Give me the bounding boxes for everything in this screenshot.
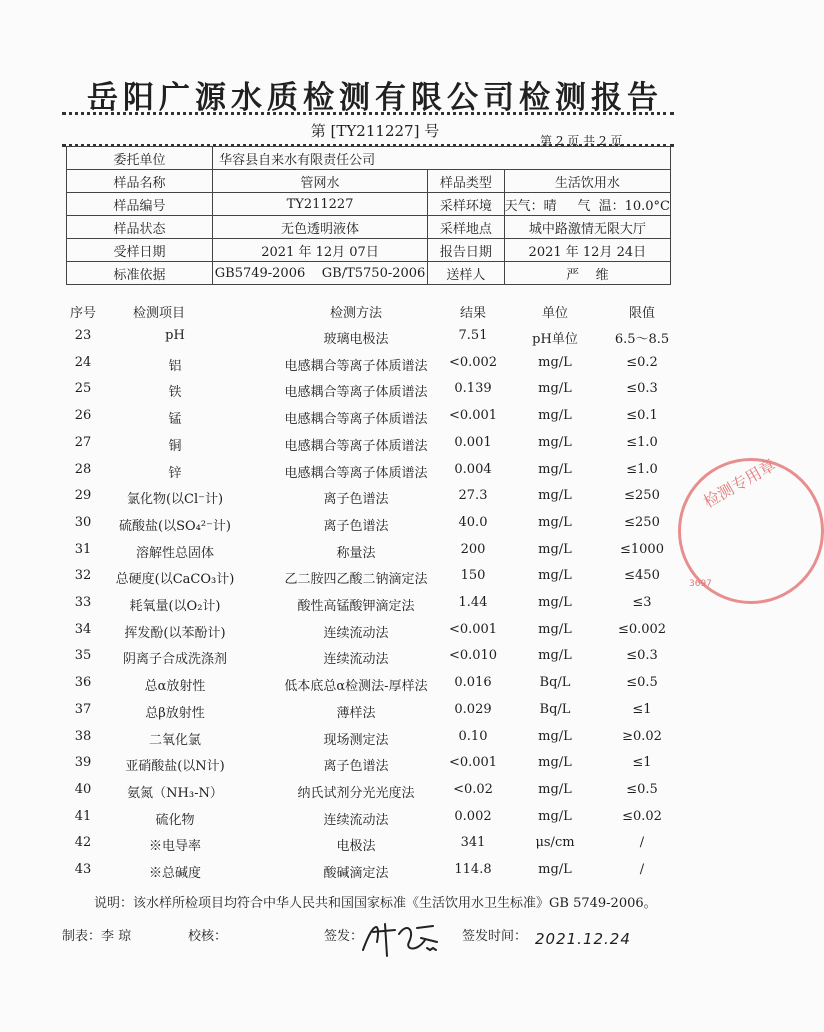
cell-item: 溶解性总固体 xyxy=(135,545,214,561)
cell-unit: mg/L xyxy=(538,514,572,530)
col-no: 序号 xyxy=(69,306,96,321)
cell-no: 31 xyxy=(74,541,92,557)
cell-result: <0.001 xyxy=(448,755,498,771)
cell-no: 30 xyxy=(74,514,92,530)
std-label: 标准依据 xyxy=(67,262,213,285)
cell-result: <0.001 xyxy=(448,408,498,424)
col-item: 检测项目 xyxy=(132,306,185,321)
cell-limit: ≤0.2 xyxy=(626,354,658,370)
cell-no: 33 xyxy=(74,595,92,610)
stamp-code: 3697 xyxy=(689,579,712,589)
issue-time-label: 签发时间： xyxy=(462,929,528,944)
cell-limit: ≤1.0 xyxy=(626,434,658,450)
cell-unit: mg/L xyxy=(538,488,572,504)
cell-limit: / xyxy=(639,862,645,877)
client-label: 委托单位 xyxy=(67,147,213,170)
cell-result: 27.3 xyxy=(458,488,488,504)
sample-no-label: 样品编号 xyxy=(67,193,213,216)
stamp-text: 检测专用章 xyxy=(700,455,779,512)
cell-no: 36 xyxy=(74,675,92,691)
table-row xyxy=(62,462,682,488)
cell-result: 150 xyxy=(460,568,486,584)
cell-unit: mg/L xyxy=(538,808,572,824)
cell-unit: mg/L xyxy=(538,568,572,584)
sender-value: 严 维 xyxy=(504,262,670,285)
cell-unit: mg/L xyxy=(538,541,572,557)
cell-item: ※总碱度 xyxy=(148,866,201,881)
cell-unit: mg/L xyxy=(538,434,572,450)
table-row xyxy=(62,809,682,835)
cell-result: 0.002 xyxy=(454,808,492,824)
cell-no: 39 xyxy=(74,755,92,771)
cell-unit: mg/L xyxy=(538,408,572,424)
table-row xyxy=(62,675,682,701)
table-row xyxy=(62,835,682,861)
sample-type-label: 样品类型 xyxy=(427,170,504,193)
cell-no: 37 xyxy=(74,701,92,717)
cell-result: <0.02 xyxy=(453,781,493,797)
signature-image xyxy=(355,912,445,962)
cell-limit: ≤0.3 xyxy=(626,648,658,664)
cell-limit: ≤0.5 xyxy=(626,675,658,691)
cell-unit: mg/L xyxy=(538,755,572,771)
cell-method: 离子色谱法 xyxy=(323,492,389,508)
env-value: 天气：晴 气 温：10.0°C xyxy=(504,193,670,216)
cell-unit: mg/L xyxy=(538,648,572,664)
table-row xyxy=(62,729,682,755)
cell-no: 28 xyxy=(74,461,92,477)
cell-item: 亚硝酸盐(以N计) xyxy=(125,759,225,775)
cell-no: 25 xyxy=(74,381,92,397)
cell-unit: mg/L xyxy=(538,621,572,637)
cell-item: 耗氧量(以O₂计) xyxy=(129,599,221,614)
cell-result: 0.139 xyxy=(454,381,492,397)
sample-name-value: 管网水 xyxy=(213,170,428,193)
prepared-by: 制表：李 琼 xyxy=(62,929,132,944)
cell-item: 总硬度(以CaCO₃计) xyxy=(115,572,235,588)
cell-item: 锌 xyxy=(168,465,182,481)
cell-unit: mg/L xyxy=(538,862,572,877)
cell-no: 29 xyxy=(74,488,92,504)
cell-no: 27 xyxy=(74,434,92,450)
cell-item: 硫化物 xyxy=(155,812,195,828)
cell-item: 锰 xyxy=(168,412,182,428)
cell-no: 35 xyxy=(74,648,92,664)
table-row xyxy=(62,408,682,434)
cell-limit: ≤1 xyxy=(632,701,652,717)
recv-label: 受样日期 xyxy=(67,239,213,262)
std-value: GB5749-2006 GB/T5750-2006 xyxy=(213,262,428,285)
cell-limit: ≤0.5 xyxy=(626,781,658,797)
cell-unit: mg/L xyxy=(538,728,572,744)
cell-unit: mg/L xyxy=(538,781,572,797)
cell-item: 铜 xyxy=(168,438,182,454)
col-method: 检测方法 xyxy=(329,306,382,321)
sample-name-label: 样品名称 xyxy=(67,170,213,193)
cell-result: 0.016 xyxy=(454,675,492,691)
cell-result: 341 xyxy=(460,835,486,851)
state-label: 样品状态 xyxy=(67,216,213,239)
cell-unit: Bq/L xyxy=(539,701,571,717)
cell-result: <0.001 xyxy=(448,621,498,637)
cell-item: 氨氮（NH₃-N） xyxy=(127,785,223,801)
cell-limit: ≤250 xyxy=(624,514,660,530)
table-row xyxy=(62,515,682,541)
cell-limit: ≥0.02 xyxy=(622,728,662,744)
cell-result: 7.51 xyxy=(458,328,488,343)
table-row xyxy=(62,568,682,594)
cell-method: 电感耦合等离子体质谱法 xyxy=(284,465,428,481)
cell-limit: ≤1 xyxy=(632,755,652,771)
cell-item: 铝 xyxy=(168,358,182,374)
cell-method: 现场测定法 xyxy=(323,732,389,748)
cell-method: 电感耦合等离子体质谱法 xyxy=(284,412,428,428)
cell-result: 114.8 xyxy=(454,862,492,877)
table-row xyxy=(62,702,682,728)
cell-result: 1.44 xyxy=(458,595,488,610)
report-date-label: 报告日期 xyxy=(427,239,504,262)
recv-value: 2021 年 12月 07日 xyxy=(213,239,428,262)
cell-no: 34 xyxy=(74,621,92,637)
cell-method: 电极法 xyxy=(336,839,376,855)
cell-unit: mg/L xyxy=(538,354,572,370)
cell-limit: ≤0.002 xyxy=(617,621,667,637)
cell-method: 玻璃电极法 xyxy=(323,332,389,347)
divider-top xyxy=(62,112,674,115)
cell-method: 连续流动法 xyxy=(323,625,389,641)
location-value: 城中路激情无限大厅 xyxy=(504,216,670,239)
cell-limit: ≤3 xyxy=(632,595,652,610)
reviewed-by: 校核： xyxy=(188,929,228,944)
cell-method: 连续流动法 xyxy=(323,652,389,668)
table-row xyxy=(62,542,682,568)
cell-no: 41 xyxy=(74,808,92,824)
sender-label: 送样人 xyxy=(427,262,504,285)
cell-method: 离子色谱法 xyxy=(323,759,389,775)
cell-result: <0.010 xyxy=(448,648,498,664)
cell-method: 纳氏试剂分光光度法 xyxy=(297,785,415,801)
cell-limit: ≤0.1 xyxy=(626,408,658,424)
cell-limit: ≤1000 xyxy=(620,541,664,557)
cell-no: 38 xyxy=(74,728,92,744)
cell-no: 26 xyxy=(74,408,92,424)
table-row xyxy=(62,648,682,674)
cell-limit: ≤1.0 xyxy=(626,461,658,477)
cell-limit: ≤0.02 xyxy=(622,808,662,824)
cell-method: 酸碱滴定法 xyxy=(323,866,389,881)
table-row xyxy=(62,355,682,381)
report-title: 岳阳广源水质检测有限公司检测报告 xyxy=(87,80,663,116)
cell-unit: mg/L xyxy=(538,461,572,477)
cell-unit: pH单位 xyxy=(532,332,578,347)
cell-unit: mg/L xyxy=(538,595,572,610)
table-row xyxy=(62,595,682,621)
col-unit: 单位 xyxy=(541,306,568,321)
cell-item: 挥发酚(以苯酚计) xyxy=(124,625,226,641)
cell-result: 0.10 xyxy=(458,728,488,744)
state-value: 无色透明液体 xyxy=(213,216,428,239)
cell-limit: ≤0.3 xyxy=(626,381,658,397)
cell-method: 离子色谱法 xyxy=(323,518,389,534)
cell-method: 电感耦合等离子体质谱法 xyxy=(284,358,428,374)
cell-item: ※电导率 xyxy=(148,839,201,855)
sample-no-value: TY211227 xyxy=(213,193,428,216)
cell-unit: mg/L xyxy=(538,381,572,397)
cell-unit: μs/cm xyxy=(535,835,575,851)
cell-no: 23 xyxy=(74,328,92,343)
env-label: 采样环境 xyxy=(427,193,504,216)
cell-no: 24 xyxy=(74,354,92,370)
col-limit: 限值 xyxy=(628,306,655,321)
cell-method: 电感耦合等离子体质谱法 xyxy=(284,385,428,401)
cell-method: 连续流动法 xyxy=(323,812,389,828)
cell-limit: ≤250 xyxy=(624,488,660,504)
cell-item: 总α放射性 xyxy=(144,679,206,695)
cell-result: 200 xyxy=(460,541,486,557)
cell-item: 硫酸盐(以SO₄²⁻计) xyxy=(119,518,231,534)
table-row xyxy=(62,488,682,514)
sample-type-value: 生活饮用水 xyxy=(504,170,670,193)
cell-item: pH xyxy=(165,328,185,343)
cell-method: 酸性高锰酸钾滴定法 xyxy=(297,599,415,614)
report-date-value: 2021 年 12月 24日 xyxy=(504,239,670,262)
cell-item: 总β放射性 xyxy=(145,705,205,721)
table-row xyxy=(62,381,682,407)
cell-no: 40 xyxy=(74,781,92,797)
issue-time-value: 2021.12.24 xyxy=(535,930,631,948)
page-info: 第 2 页 共 2 页 xyxy=(540,134,623,148)
cell-method: 乙二胺四乙酸二钠滴定法 xyxy=(284,572,428,588)
cell-method: 薄样法 xyxy=(336,705,376,721)
conclusion-note: 说明：该水样所检项目均符合中华人民共和国国家标准《生活饮用水卫生标准》GB 5749-2006。 xyxy=(94,896,657,911)
cell-result: 0.029 xyxy=(454,701,492,717)
official-stamp xyxy=(678,455,824,604)
cell-method: 电感耦合等离子体质谱法 xyxy=(284,438,428,454)
table-row xyxy=(62,782,682,808)
cell-item: 阴离子合成洗涤剂 xyxy=(122,652,227,668)
cell-no: 43 xyxy=(74,862,92,877)
cell-method: 低本底总α检测法-厚样法 xyxy=(284,679,428,695)
cell-result: 0.004 xyxy=(454,461,492,477)
results-header xyxy=(62,302,682,324)
cell-method: 称量法 xyxy=(336,545,376,561)
table-row xyxy=(62,862,682,888)
cell-limit: ≤450 xyxy=(624,568,660,584)
report-number: 第 [TY211227] 号 xyxy=(310,122,440,140)
cell-item: 氯化物(以Cl⁻计) xyxy=(126,492,224,508)
table-row xyxy=(62,622,682,648)
cell-limit: 6.5～8.5 xyxy=(614,332,670,347)
client-value: 华容县自来水有限责任公司 xyxy=(213,147,671,170)
cell-result: <0.002 xyxy=(448,354,498,370)
cell-no: 32 xyxy=(74,568,92,584)
table-row xyxy=(62,435,682,461)
issued-by: 签发： xyxy=(324,929,364,944)
table-row xyxy=(62,755,682,781)
cell-result: 40.0 xyxy=(458,514,488,530)
col-result: 结果 xyxy=(459,306,486,321)
cell-unit: Bq/L xyxy=(539,675,571,691)
table-row xyxy=(62,328,682,354)
cell-item: 二氧化氯 xyxy=(148,732,201,748)
cell-limit: / xyxy=(639,835,645,851)
cell-no: 42 xyxy=(74,835,92,851)
cell-result: 0.001 xyxy=(454,434,492,450)
cell-item: 铁 xyxy=(168,385,182,401)
location-label: 采样地点 xyxy=(427,216,504,239)
sample-info-table xyxy=(66,146,671,285)
